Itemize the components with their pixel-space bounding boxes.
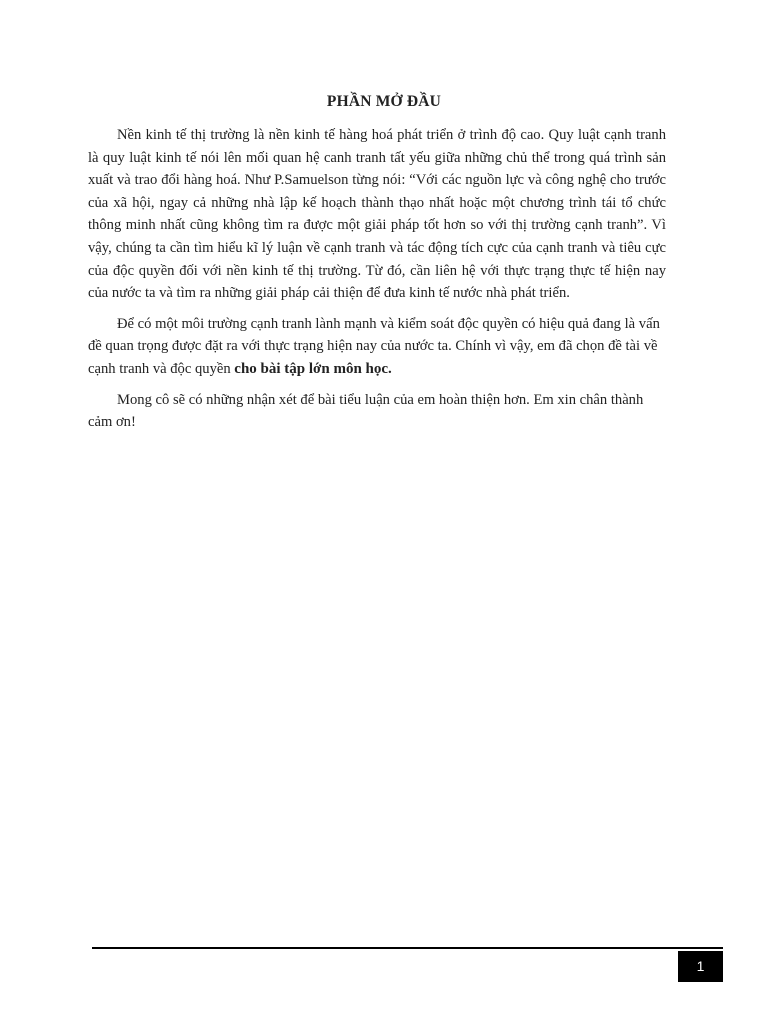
closing-paragraph: Mong cô sẽ có những nhận xét để bài tiểu luận của em hoàn thiện hơn. Em xin chân thành cảm ơn! [88, 391, 644, 431]
document-body [88, 124, 666, 442]
topic-paragraph-text: Để có một môi trường cạnh tranh lành mạnh và kiểm soát độc quyền có hiệu quả đang là vấn đề quan trọng được đặt ra với thực trạng hiện nay của nước ta. Chính vì vậy, em đã chọn đề tài về cạnh tranh và độc quyền [88, 315, 660, 377]
page-number: 1 [678, 951, 723, 982]
topic-paragraph [88, 313, 666, 381]
topic-paragraph-emphasis: cho bài tập lớn môn học. [234, 360, 392, 377]
footer-divider [92, 947, 723, 949]
page-title: PHẦN MỞ ĐẦU [326, 93, 442, 110]
intro-paragraph: Nền kinh tế thị trường là nền kinh tế hàng hoá phát triển ở trình độ cao. Quy luật cạnh tranh là quy luật kinh tế nói lên mối quan hệ canh tranh tất yếu giữa những chủ thể trong quá trình sản xuất và trao đổi hàng hoá. Như P.Samuelson từng nói: “Với các nguồn lực và công nghệ cho trước của xã hội, ngay cả những nhà lập kế hoạch thành thạo nhất hoặc một chương trình tái tổ chức thông minh nhất cũng không tìm ra được một giải pháp tốt hơn so với thị trường cạnh tranh”. Vì vậy, chúng ta cần tìm hiểu kĩ lý luận về cạnh tranh và tác động tích cực của cạnh tranh và tiêu cực của độc quyền đối với nền kinh tế thị trường. Từ đó, cần liên hệ với thực trạng thực tế hiện nay của nước ta và tìm ra những giải pháp cải thiện để đưa kinh tế nước nhà phát triển. [88, 127, 666, 302]
